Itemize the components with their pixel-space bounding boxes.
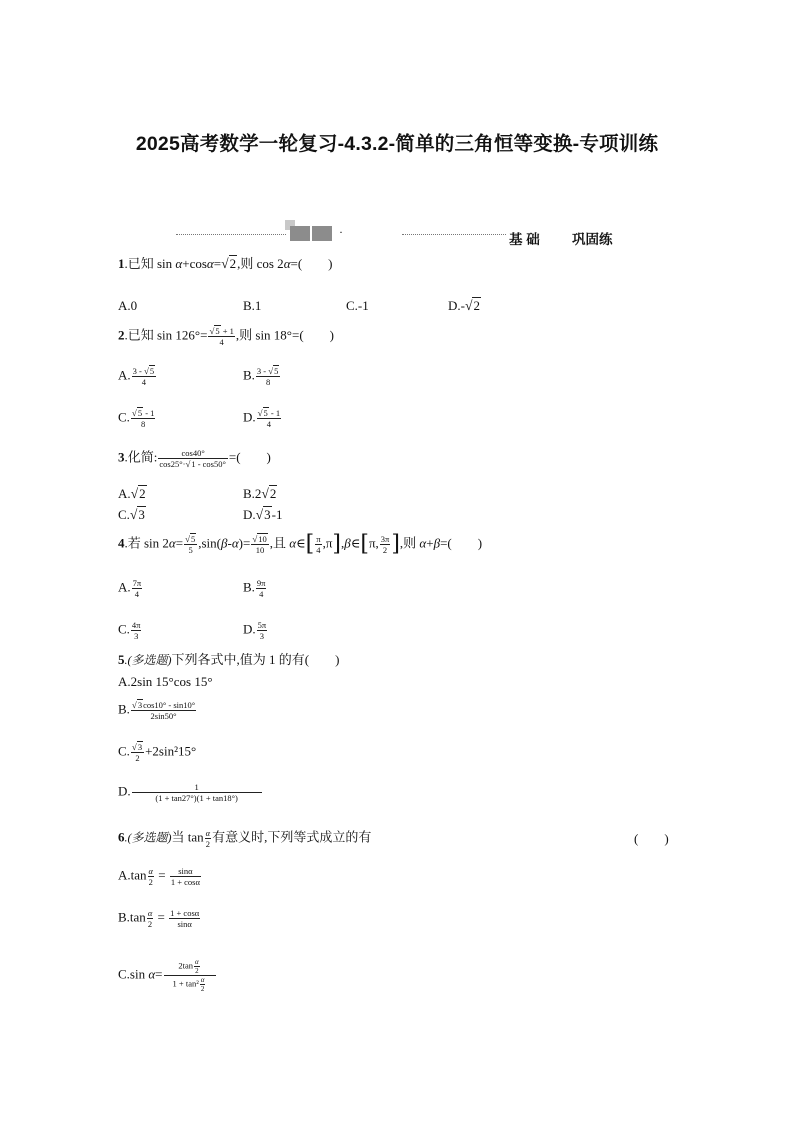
section-divider-left: [176, 234, 286, 235]
q5-option-d: D. $\frac{1}{(1 + \tan 27^\circ)(1 + \tan 18^\circ)}$: [118, 782, 263, 803]
section-decor-dot: ·: [339, 225, 343, 239]
q3-option-c: C.√3: [118, 507, 145, 522]
q4-option-b: B. $\frac{9\pi}{4}$: [243, 578, 266, 599]
q2-option-c: C. $\frac{√5 - 1}{8}$: [118, 408, 155, 429]
q6-option-a: A.tan $\frac{\alpha}{2}$ = $\frac{\sin\alpha}{1 + \cos\alpha}$: [118, 866, 200, 887]
q2-option-d: D. $\frac{√5 - 1}{4}$: [243, 408, 281, 429]
q3-option-b: B.2√2: [243, 486, 277, 501]
question-4: 4.若 sin 2α= $\frac{√5}{5}$ ,sin(β-α)= $\frac{√10}{10}$ ,且 α∈[ $\frac{\pi}{4}$ ,π],β∈[π, $\frac{3\pi}{2}$ ],则 α+β=( ): [118, 531, 483, 557]
section-decor-block-1: [290, 226, 310, 241]
q5-option-c: C. $\frac{√3}{2}$ +2sin²15°: [118, 742, 197, 763]
question-3: 3.化简: $\frac{\cos 40^\circ}{\cos 25^\circ\cdot√1 - \cos 50^\circ}$ =( ): [118, 448, 271, 469]
q5-option-b: B. $\frac{√3\cos 10^\circ - \sin 10^\circ}{2\sin 50^\circ}$: [118, 700, 196, 721]
q1-option-a: A.0: [118, 298, 138, 313]
q4-option-a: A. $\frac{7\pi}{4}$: [118, 578, 142, 599]
section-decor-block-2: [312, 226, 332, 241]
q1-option-b: B.1: [243, 298, 262, 313]
q6-option-c: C.sin α= 2tan $\frac{\alpha}{2}$ 1 + tan² $\frac{\alpha}{2}$: [118, 958, 217, 993]
section-label-practice: 巩固练: [572, 232, 613, 247]
q1-option-d: D.-√2: [448, 298, 480, 313]
q4-option-c: C. $\frac{4\pi}{3}$: [118, 620, 141, 641]
page-title: 2025高考数学一轮复习-4.3.2-简单的三角恒等变换-专项训练: [135, 133, 659, 155]
section-label-basic: 基 础: [509, 232, 540, 247]
question-6: 6.(多选题)当 tan $\frac{\alpha}{2}$ 有意义时,下列等式成立的有: [118, 828, 372, 849]
question-1: 1.已知 sin α+cosα=√2,则 cos 2α=( ): [118, 256, 333, 271]
question-2: 2.已知 sin 126°= $\frac{√5 + 1}{4}$ ,则 sin 18°=( ): [118, 326, 335, 347]
q3-option-d: D.√3-1: [243, 507, 283, 522]
q1-option-c: C.-1: [346, 298, 369, 313]
section-divider-right: [402, 234, 506, 235]
question-5: 5.(多选题)下列各式中,值为 1 的有( ): [118, 652, 340, 667]
q6-answer-paren: ( ): [634, 831, 669, 846]
q6-option-b: B.tan $\frac{\alpha}{2}$ = $\frac{1 + \cos\alpha}{\sin\alpha}$: [118, 908, 200, 929]
q2-option-a: A. $\frac{3 - √5}{4}$: [118, 366, 155, 387]
q4-option-d: D. $\frac{5\pi}{3}$: [243, 620, 267, 641]
q5-option-a: A.2sin 15°cos 15°: [118, 674, 213, 689]
q2-option-b: B. $\frac{3 - √5}{8}$: [243, 366, 279, 387]
q3-option-a: A.√2: [118, 486, 146, 501]
